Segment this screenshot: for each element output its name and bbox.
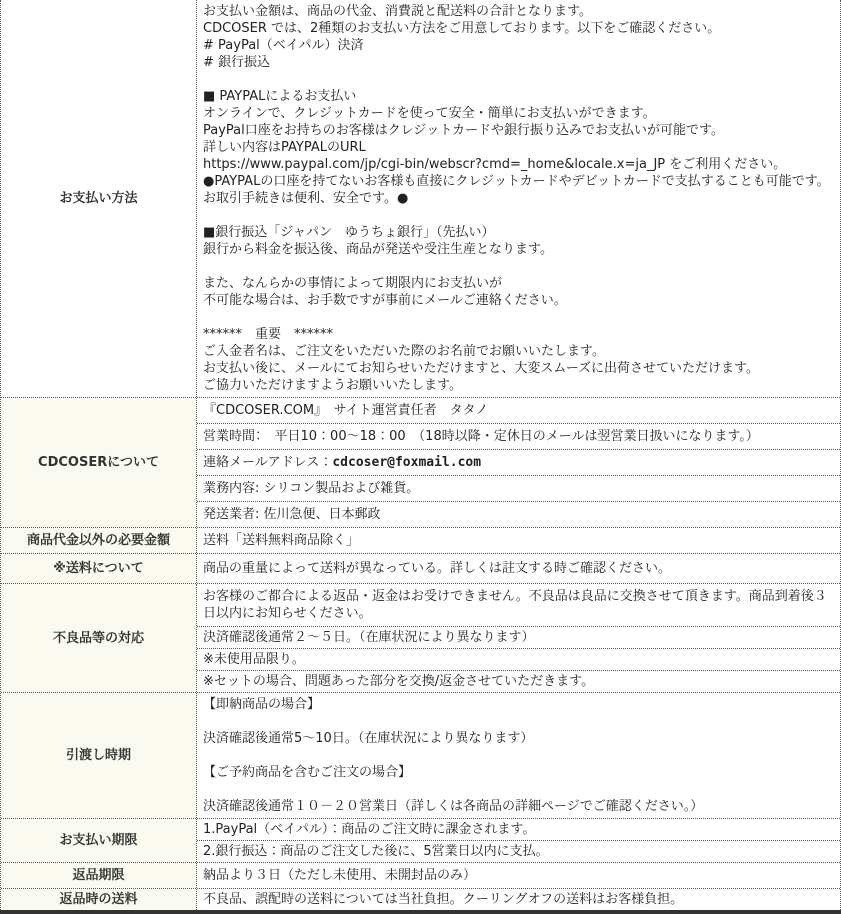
row-header-delivery-time: 引渡し時期 [1, 693, 197, 818]
payment-method-line: ■ PAYPALによるお支払い [203, 89, 357, 104]
payment-method-line: ご協力いただけますようお願いいたします。 [203, 378, 462, 393]
row-delivery-time [1, 692, 840, 818]
blank-line [203, 207, 834, 224]
row-header-return-deadline: 返品期限 [1, 863, 197, 888]
row-header-shipping-note: ※送料について [1, 554, 197, 583]
about-business-content: 業務内容: シリコン製品および雑貨。 [197, 475, 840, 501]
blank-line [203, 713, 834, 730]
contact-email-label: 連絡メールアドレス： [203, 455, 333, 470]
row-return-shipping [1, 888, 840, 910]
delivery-preorder-heading: 【ご予約商品を含むご注文の場合】 [203, 765, 412, 780]
blank-line [203, 781, 834, 798]
payment-method-line: PayPal口座をお持ちのお客様はクレジットカードや銀行振り込みでお支払いが可能です。 [203, 123, 724, 138]
payment-deadline-paypal: 1.PayPal（ベイパル）：商品のご注文時に課金されます。 [203, 822, 536, 837]
row-content-defective-items [197, 584, 840, 692]
blank-line [203, 747, 834, 764]
row-content-about-cdcoser [197, 398, 840, 527]
defective-unused-only-note: ※未使用品限り。 [197, 648, 840, 670]
row-return-deadline [1, 862, 840, 888]
row-content-payment-deadline [197, 819, 840, 862]
payment-method-line: お支払い後に、メールにてお知らせいただけますと、大変スムーズに出荷させていただけます。 [203, 361, 760, 376]
defective-processing-time: 決済確認後通常２～５日。（在庫状況により異なります） [197, 626, 840, 648]
payment-method-line: ●PAYPALの口座を持てないお客様も直接にクレジットカードやデビットカードで支払することも可能です。 [203, 174, 830, 189]
important-note-heading: ****** 重要 ****** [203, 327, 334, 342]
payment-method-line: 詳しい内容はPAYPALのURL [203, 140, 366, 155]
row-content-extra-fees [197, 528, 840, 553]
delivery-immediate-time: 決済確認後通常5～10日。（在庫状況により異なります） [203, 731, 534, 746]
delivery-preorder-time: 決済確認後通常１０－２０営業日（詳しくは各商品の詳細ページでご確認ください。） [203, 799, 704, 814]
row-header-payment-deadline: お支払い期限 [1, 819, 197, 862]
about-shipping-carrier: 発送業者: 佐川急便、日本郵政 [197, 501, 840, 527]
row-header-about-cdcoser: CDCOSERについて [1, 398, 197, 527]
shipping-note-text: 商品の重量によって送料が異なっている。詳しくは註文する時ご確認ください。 [203, 561, 672, 576]
payment-deadline-bank: 2.銀行振込：商品のご注文した後に、5営業日以内に支払。 [197, 840, 840, 862]
row-header-defective-items: 不良品等の対応 [1, 584, 197, 692]
row-content-shipping-note [197, 554, 840, 583]
payment-method-line: お支払い金額は、商品の代金、消費説と配送料の合計となります。 [203, 4, 592, 19]
defective-set-note: ※セットの場合、問題あった部分を交換/返金させていただきます。 [197, 670, 840, 692]
payment-method-line: # 銀行振込 [203, 55, 271, 70]
row-header-return-shipping: 返品時の送料 [1, 889, 197, 910]
payment-method-line: # PayPal（ベイパル）決済 [203, 38, 364, 53]
payment-method-line: また、なんらかの事情によって期限内にお支払いが [203, 276, 503, 291]
row-shipping-note [1, 553, 840, 583]
payment-method-line: ご入金者名は、ご注文をいただいた際のお名前でお願いいたします。 [203, 344, 605, 359]
row-header-payment-method: お支払い方法 [1, 0, 197, 397]
payment-method-line: オンラインで、クレジットカードを使って安全・簡単にお支払いができます。 [203, 106, 656, 121]
row-extra-fees [1, 527, 840, 553]
payment-method-line: CDCOSER では、2種類のお支払い方法をご用意しております。以下をご確認ください。 [203, 21, 721, 36]
payment-method-line: 不可能な場合は、お手数ですが事前にメールご連絡ください。 [203, 293, 567, 308]
payment-method-line: 銀行から料金を振込後、商品が発送や受注生産となります。 [203, 242, 553, 257]
delivery-immediate-heading: 【即納商品の場合】 [203, 697, 321, 712]
about-contact-email-row [197, 449, 840, 475]
payment-method-line: お取引手続きは便利、安全です。● [203, 191, 409, 206]
row-payment-method [1, 0, 840, 397]
payment-method-line: ■銀行振込「ジャパン ゆうちょ銀行」（先払い） [203, 225, 495, 240]
return-shipping-text: 不良品、誤配時の送料については当社負担。クーリングオフの送料はお客様負担。 [203, 892, 684, 907]
about-business-hours: 営業時間： 平日10：00～18：00 （18時以降・定休日のメールは翌営業日扱いになります。） [197, 423, 840, 449]
bottom-divider-bar [0, 910, 841, 914]
row-about-cdcoser [1, 397, 840, 527]
blank-line [203, 71, 834, 88]
row-content-delivery-time [197, 693, 840, 818]
row-defective-items [1, 583, 840, 692]
return-deadline-text: 納品より３日（ただし未使用、未開封品のみ） [203, 868, 477, 883]
blank-line [203, 258, 834, 275]
about-site-operator: 『CDCOSER.COM』 サイト運営責任者 タタノ [203, 403, 489, 418]
extra-fees-text: 送料「送料無料商品除く」 [203, 533, 360, 548]
contact-email-address: cdcoser@foxmail.com [332, 455, 482, 470]
row-content-payment-method [197, 0, 840, 397]
row-content-return-shipping [197, 889, 840, 910]
blank-line [203, 309, 834, 326]
row-content-return-deadline [197, 863, 840, 888]
row-payment-deadline [1, 818, 840, 862]
defective-policy-text: お客様のご都合による返品・返金はお受けできません。不良品は良品に交換させて頂きます。商品到着後３日以内にお知らせください。 [203, 589, 827, 621]
row-header-extra-fees: 商品代金以外の必要金額 [1, 528, 197, 553]
paypal-url-text: https://www.paypal.com/jp/cgi-bin/webscr?cmd=_home&locale.x=ja_JP をご利用ください。 [203, 157, 787, 172]
